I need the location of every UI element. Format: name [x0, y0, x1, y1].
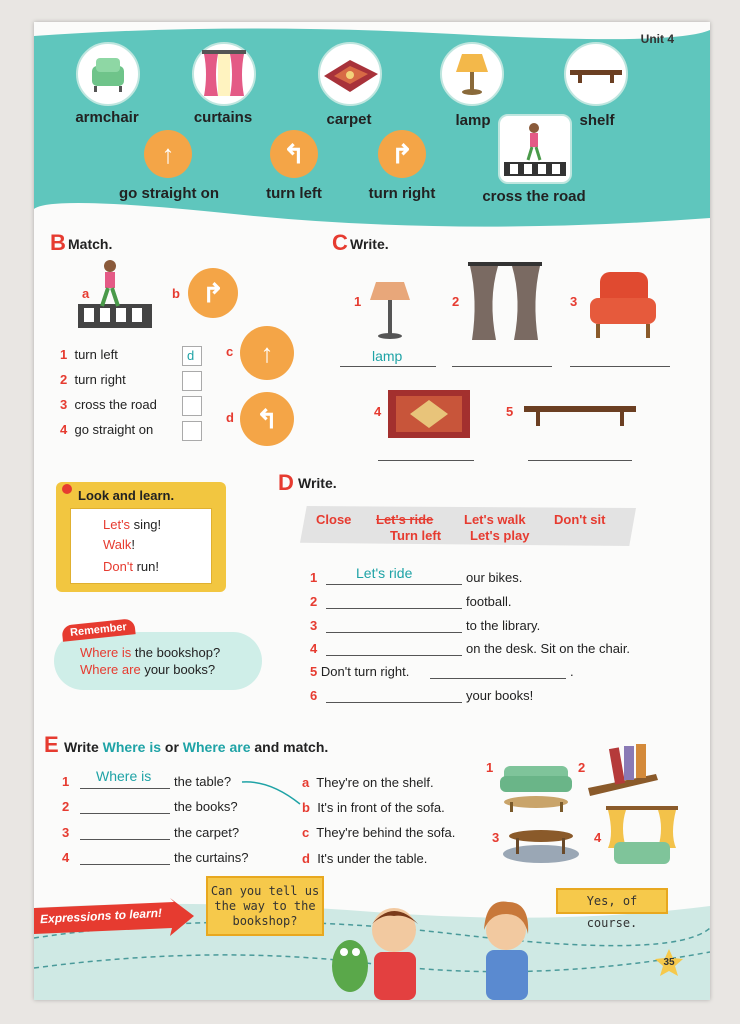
turn-right-icon: ↱ [188, 268, 238, 318]
d-text-1: our bikes. [466, 570, 523, 585]
vocab-turn-right: turn right [368, 185, 436, 202]
c-curtains-picture [466, 260, 544, 344]
turn-left-icon: ↰ [240, 392, 294, 446]
e-num-1: 1 [62, 774, 70, 789]
e-pic-num-1: 1 [486, 760, 494, 775]
b-answer-box-1[interactable]: d [182, 346, 202, 366]
d-answer-1: Let's ride [356, 565, 413, 581]
lamp-picture [440, 42, 504, 106]
section-c-title: Write. [350, 236, 389, 252]
e-pic-num-3: 3 [492, 830, 500, 845]
look-line-1: Let's sing! [103, 517, 162, 532]
section-e-letter: E [44, 732, 59, 757]
vocab-curtains: curtains [193, 109, 253, 126]
c-num-2: 2 [452, 294, 460, 309]
vocab-carpet: carpet [326, 111, 372, 128]
pin-icon [62, 484, 72, 494]
carpet-picture [318, 42, 382, 106]
remember-line-1: Where is the bookshop? [80, 645, 221, 660]
vocab-turn-left: turn left [266, 185, 322, 202]
d-line-1[interactable] [326, 584, 462, 585]
e-pic-num-4: 4 [594, 830, 602, 845]
e-text-1: the table? [174, 774, 232, 789]
c-lamp-picture [368, 276, 412, 342]
c-line-2[interactable] [452, 366, 552, 367]
c-num-3: 3 [570, 294, 578, 309]
e-line-1[interactable] [80, 788, 170, 789]
d-line-3[interactable] [326, 632, 462, 633]
cross-the-road-picture [498, 114, 572, 184]
cross-road-picture [78, 258, 154, 332]
word-close: Close [316, 512, 352, 527]
c-shelf-picture [522, 402, 638, 432]
c-answer-1: lamp [372, 348, 403, 364]
c-line-3[interactable] [570, 366, 670, 367]
look-line-3: Don't run! [103, 559, 159, 574]
look-and-learn-box [56, 482, 226, 592]
e-option-b: b It's in front of the sofa. [302, 800, 445, 815]
b-answer-box-3[interactable] [182, 396, 202, 416]
e-text-2: the books? [174, 799, 238, 814]
e-books-shelf-picture [586, 740, 660, 800]
vocab-shelf: shelf [579, 112, 615, 129]
d-num-2: 2 [310, 594, 318, 609]
e-option-d: d It's under the table. [302, 851, 428, 866]
e-table-carpet-picture [502, 826, 580, 866]
pic-d-label: d [226, 410, 234, 425]
c-num-5: 5 [506, 404, 514, 419]
b-item-4: 4 go straight on [60, 422, 154, 437]
shelf-picture [564, 42, 628, 106]
page-number: 35 [663, 957, 675, 968]
speech-bubble-answer: Yes, of course. [556, 888, 668, 914]
remember-box [54, 632, 262, 690]
b-answer-box-4[interactable] [182, 421, 202, 441]
e-num-2: 2 [62, 799, 70, 814]
e-line-3[interactable] [80, 839, 170, 840]
word-turn-left: Turn left [390, 528, 442, 543]
e-num-4: 4 [62, 850, 70, 865]
c-carpet-picture [386, 386, 472, 442]
e-text-4: the curtains? [174, 850, 249, 865]
go-straight-icon: ↑ [240, 326, 294, 380]
d-num-4: 4 [310, 641, 318, 656]
d-num-6: 6 [310, 688, 318, 703]
e-num-3: 3 [62, 825, 70, 840]
e-line-4[interactable] [80, 864, 170, 865]
d-line-4[interactable] [326, 655, 462, 656]
e-pic-num-2: 2 [578, 760, 586, 775]
d-text-4: on the desk. Sit on the chair. [466, 641, 631, 656]
speech-bubble-question: Can you tell us the way to the bookshop? [206, 876, 324, 936]
d-text-2: football. [466, 594, 512, 609]
section-e-title: Write Where is or Where are and match. [64, 739, 329, 755]
d-num-1: 1 [310, 570, 318, 585]
d-line-6[interactable] [326, 702, 462, 703]
d-line-2[interactable] [326, 608, 462, 609]
go-straight-arrow-icon: ↑ [144, 130, 192, 178]
section-d-letter: D [278, 470, 294, 495]
c-line-4[interactable] [378, 460, 474, 461]
word-dont-sit: Don't sit [554, 512, 606, 527]
d-num-3: 3 [310, 618, 318, 633]
look-and-learn-title: Look and learn. [78, 488, 175, 503]
e-option-c: c They're behind the sofa. [302, 825, 456, 840]
section-b-title: Match. [68, 236, 113, 252]
c-line-1[interactable] [340, 366, 436, 367]
e-line-2[interactable] [80, 813, 170, 814]
armchair-picture [76, 42, 140, 106]
e-answer-1: Where is [96, 768, 152, 784]
d-text-5: . [570, 664, 574, 679]
e-sofa-table-picture [498, 758, 574, 814]
vocab-armchair: armchair [75, 109, 139, 126]
vocab-lamp: lamp [455, 112, 491, 129]
workbook-page [34, 22, 710, 1000]
c-line-5[interactable] [528, 460, 632, 461]
vocab-go-straight-on: go straight on [119, 185, 219, 202]
word-lets-play: Let's play [470, 528, 530, 543]
expressions-to-learn: Expressions to learn! [39, 905, 163, 927]
pic-b-label: b [172, 286, 180, 301]
look-and-learn-examples [70, 508, 212, 584]
section-c-letter: C [332, 230, 348, 255]
look-line-2: Walk! [103, 537, 136, 552]
b-answer-box-2[interactable] [182, 371, 202, 391]
word-lets-walk: Let's walk [464, 512, 526, 527]
e-text-3: the carpet? [174, 825, 240, 840]
remember-line-2: Where are your books? [80, 662, 216, 677]
d-text-6: your books! [466, 688, 534, 703]
section-d-title: Write. [298, 475, 337, 491]
turn-right-arrow-icon: ↱ [378, 130, 426, 178]
section-b-letter: B [50, 230, 66, 255]
match-line [240, 778, 304, 810]
c-num-4: 4 [374, 404, 382, 419]
remember-tag: Remember [61, 618, 135, 642]
d-item-5: 5 Don't turn right. [310, 664, 410, 679]
e-curtains-sofa-picture [604, 804, 680, 874]
b-item-2: 2 turn right [60, 372, 126, 387]
word-lets-ride: Let's ride [376, 512, 434, 527]
turn-left-arrow-icon: ↰ [270, 130, 318, 178]
vocab-cross-the-road: cross the road [482, 188, 586, 205]
b-item-1: 1 turn left [60, 347, 118, 362]
unit-label: Unit 4 [640, 32, 674, 46]
b-item-3: 3 cross the road [60, 397, 157, 412]
e-option-a: a They're on the shelf. [302, 775, 434, 790]
d-line-5[interactable] [430, 678, 566, 679]
c-num-1: 1 [354, 294, 362, 309]
d-text-3: to the library. [466, 618, 541, 633]
curtains-picture [192, 42, 256, 106]
pic-c-label: c [226, 344, 234, 359]
pic-a-label: a [82, 286, 90, 301]
c-armchair-picture [586, 266, 660, 346]
